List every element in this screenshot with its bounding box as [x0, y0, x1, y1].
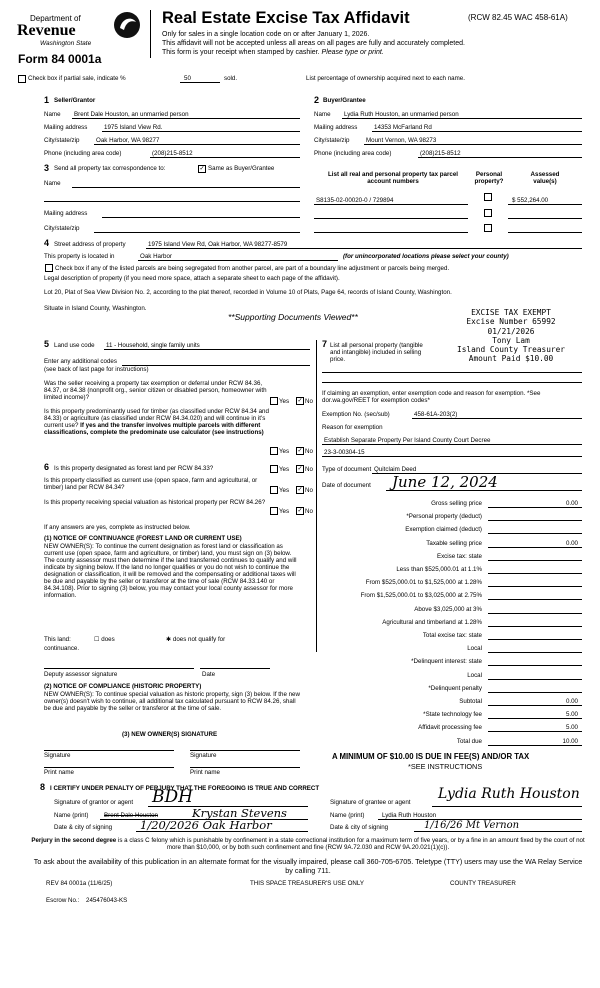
county-treasurer: COUNTY TREASURER [450, 880, 516, 887]
field-line [150, 157, 300, 158]
new-owner-sig1-label: Signature [44, 752, 71, 759]
partial-sold: sold. [224, 75, 238, 82]
additional-codes-label: Enter any additional codes [44, 358, 117, 365]
forest-no-checkbox[interactable]: ✓ [297, 466, 303, 472]
calc-row-line [488, 573, 582, 574]
calc-row-label: From $1,525,000.01 to $3,025,000 at 2.75% [360, 592, 482, 600]
field-line [190, 750, 300, 751]
reason-label: Reason for exemption [322, 424, 383, 431]
field-line [508, 204, 582, 205]
calc-row-label: Less than $525,000.01 at 1.1% [396, 566, 482, 573]
forest-no-label: No [305, 466, 313, 473]
calc-row-value[interactable]: 0.00 [565, 500, 578, 507]
rev-number: REV 84 0001a (11/6/25) [46, 880, 113, 887]
street-address-label: Street address of property [54, 241, 126, 248]
grantee-signature[interactable]: Lydia Ruth Houston [438, 786, 580, 802]
new-owner-print1-label: Print name [44, 769, 74, 776]
personal-property-checkbox-2[interactable] [484, 209, 492, 217]
grantor-date-label: Date & city of signing [54, 824, 113, 831]
land-does-not-option[interactable]: ✱ does not qualify for [166, 636, 226, 643]
seller-addr-label: Mailing address [44, 124, 88, 131]
current-use-no-label: No [305, 487, 313, 494]
calc-row-label: Affidavit processing fee [418, 724, 482, 732]
list-ownership-note: List percentage of ownership acquired next to each name. [306, 75, 465, 82]
partial-percent-line [180, 82, 220, 83]
field-line [322, 444, 582, 445]
calc-row-value[interactable]: 5.00 [565, 711, 578, 719]
new-owner-sig-heading: (3) NEW OWNER(S) SIGNATURE [122, 731, 218, 738]
q1-no-checkbox[interactable]: ✓ [297, 398, 303, 404]
seller-name[interactable]: Brent Dale Houston, an unmarried person [74, 111, 189, 118]
calc-row-label: Agricultural and timberland at 1.28% [382, 618, 482, 626]
legal-description[interactable]: Lot 20, Plat of Sea View Division No. 2, according to the plat thereof, recorded in Volume 10 of Plats, Page 64, records of Island County, Washington. [44, 289, 452, 296]
field-line [200, 668, 270, 669]
grantee-date-label: Date & city of signing [330, 824, 389, 831]
segregated-label: Check box if any of the listed parcels are being segregated from another parcel, are part of a boundary line adjustment or parcels being merged. [55, 265, 450, 272]
historic-no-checkbox[interactable]: ✓ [297, 508, 303, 514]
parcel-number-1[interactable]: S8135-02-00020-0 / 729894 [316, 197, 394, 204]
land-use-code[interactable]: 11 - Household, single family units [106, 342, 200, 349]
same-as-buyer-checkbox[interactable]: ✓ [199, 166, 205, 172]
buyer-city-label: City/state/zip [314, 137, 350, 144]
partial-sale-label: Check box if partial sale, indicate % [28, 75, 126, 82]
if-any-yes: If any answers are yes, complete as instructed below. [44, 524, 191, 531]
buyer-heading: Buyer/Grantee [323, 97, 366, 104]
field-line [94, 232, 300, 233]
form-number: Form 84 0001a [18, 52, 102, 66]
section3-name-label: Name [44, 180, 61, 187]
buyer-name[interactable]: Lydia Ruth Houston, an unmarried person [344, 111, 459, 118]
field-line [314, 204, 468, 205]
buyer-city[interactable]: Mount Vernon, WA 98273 [366, 137, 437, 144]
logo-dept-line: Department of [30, 14, 81, 23]
street-address[interactable]: 1975 Island View Rd, Oak Harbor, WA 98277-8579 [148, 241, 288, 248]
certify-statement: I CERTIFY UNDER PENALTY OF PERJURY THAT THE FOREGOING IS TRUE AND CORRECT [50, 785, 320, 792]
court-case-number[interactable]: 23-3-00304-15 [324, 449, 365, 456]
dor-emblem-icon [112, 10, 142, 40]
personal-property-checkbox-3[interactable] [484, 224, 492, 232]
assessed-value-1[interactable]: $ 552,264.00 [512, 197, 549, 204]
q-forest-land: Is this property designated as forest land per RCW 84.33? [54, 465, 214, 472]
notice-compliance-heading: (2) NOTICE OF COMPLIANCE (HISTORIC PROPERTY) [44, 683, 202, 690]
q1-no-label: No [305, 398, 313, 405]
field-line [44, 767, 174, 768]
this-land-label: This land: [44, 636, 71, 643]
stamp-line6: Amount Paid $10.00 [468, 354, 554, 364]
seller-number: 1 [44, 95, 50, 105]
calc-row-line [488, 705, 582, 706]
forest-yes-label: Yes [279, 466, 290, 473]
header-divider [150, 10, 151, 58]
calc-row-label: Subtotal [459, 698, 482, 705]
calc-row-line [488, 692, 582, 693]
grantor-name-handwritten[interactable]: Krystan Stevens [192, 806, 287, 820]
field-line [72, 187, 300, 188]
segregated-checkbox[interactable] [45, 264, 53, 272]
field-line [322, 382, 582, 383]
field-line [314, 232, 468, 233]
calc-row-label: *Delinquent interest: state [411, 658, 482, 666]
calc-row-line [488, 639, 582, 640]
q2-yes-label: Yes [279, 448, 290, 455]
partial-sale-percent[interactable]: 50 [184, 75, 191, 82]
buyer-number: 2 [314, 95, 320, 105]
buyer-phone[interactable]: (208)215-8512 [420, 150, 461, 157]
q-historic: Is this property receiving special valuation as historical property per RCW 84.26? [44, 499, 266, 506]
exemption-claim-note: If claiming an exemption, enter exemption code and reason for exemption. *See dor.wa.gov/REET for exemption codes* [322, 390, 541, 404]
section8-number: 8 [40, 782, 46, 792]
section6-number: 6 [44, 462, 50, 472]
calc-row-line [488, 560, 582, 561]
forest-yes-checkbox[interactable] [270, 465, 278, 473]
calc-row-line [488, 547, 582, 548]
grantee-sig-label: Signature of grantee or agent [330, 799, 411, 806]
q-exemption-deferral: Was the seller receiving a property tax exemption or deferral under RCW 84.36, 84.37, or 84.38 (nonprofit org., senior citizen or disabled person, homeowner with limited income)? [44, 380, 267, 401]
seller-city[interactable]: Oak Harbor, WA 98277 [96, 137, 160, 144]
grantor-name-label: Name (print) [54, 812, 89, 819]
header-sub3-em: Please type or print. [321, 49, 384, 56]
stamp-line1: EXCISE TAX EXEMPT [471, 308, 551, 317]
escrow-number: 245476043-KS [86, 897, 128, 904]
land-does-option[interactable]: ☐ does [94, 636, 115, 643]
calc-row-label: *Delinquent penalty [428, 684, 482, 692]
stamp-line4: Tony Lam [492, 335, 530, 345]
escrow-label: Escrow No.: [46, 897, 80, 904]
calc-row-label: Local [467, 645, 482, 653]
supporting-docs-note: **Supporting Documents Viewed** [228, 312, 358, 322]
historic-yes-label: Yes [279, 508, 290, 515]
treasurer-use-only: THIS SPACE TREASURER'S USE ONLY [250, 880, 364, 887]
grantor-sig-label: Signature of grantor or agent [54, 799, 134, 806]
field-line [44, 668, 194, 669]
seller-city-label: City/state/zip [44, 137, 80, 144]
seller-heading: Seller/Grantor [54, 97, 96, 104]
see-instructions-note: *SEE INSTRUCTIONS [408, 762, 483, 771]
field-line [94, 144, 300, 145]
logo-state: Washington State [40, 40, 92, 47]
historic-yes-checkbox[interactable] [270, 507, 278, 515]
field-line [138, 260, 338, 261]
calc-row-value[interactable]: 0.00 [565, 539, 578, 547]
header-sub3: This form is your receipt when stamped by cashier. Please type or print. [162, 49, 384, 56]
calc-row-line [488, 586, 582, 587]
calc-row-line [488, 731, 582, 732]
field-line [44, 201, 300, 202]
field-line [432, 806, 582, 807]
calc-row-line [488, 533, 582, 534]
field-line [418, 157, 582, 158]
unincorporated-note: (for unincorporated locations please select your county) [343, 253, 509, 260]
calc-row-line [488, 679, 582, 680]
field-line [412, 418, 582, 419]
q-timber-agriculture: Is this property predominantly used for timber (as classified under RCW 84.34 and 84.33) or agriculture (as classified under RCW 84.34.020) and will continue in it's current use? If yes and the transfer involves multiple parcels with different classifications, complete the predominate use calculator (see instructions) [44, 408, 269, 436]
new-owner-print2-label: Print name [190, 769, 220, 776]
exemption-no-label: Exemption No. (sec/sub) [322, 411, 390, 418]
assessor-date-label: Date [202, 671, 216, 678]
calc-row-line [488, 520, 582, 521]
legal-description-label: Legal description of property (if you need more space, attach a separate sheet to each page of the affidavit). [44, 275, 340, 282]
q-current-use: Is this property classified as current use (open space, farm and agricultural, or timber) land per RCW 84.34? [44, 477, 258, 491]
calc-row-label: Taxable selling price [426, 539, 482, 547]
current-use-yes-checkbox[interactable] [270, 486, 278, 494]
field-line [508, 232, 582, 233]
calc-row-label: Total excise tax: state [422, 632, 482, 639]
calc-row-line [488, 718, 582, 719]
q2-no-label: No [305, 448, 313, 455]
field-line [72, 118, 300, 119]
land-use-label: Land use code [54, 342, 95, 349]
field-line [386, 490, 582, 491]
notice-compliance-body: NEW OWNER(S): To continue special valuation as historic property, sign (3) below. If the new owner(s) doesn't wish to continue, all additional tax calculated pursuant to RCW 84.26, shall be due and payable by the seller or transferor at the time of sale. [44, 691, 300, 712]
exemption-no[interactable]: 458-61A-203(2) [414, 411, 458, 418]
grantee-name-label: Name (print) [330, 812, 365, 819]
calc-row-line [488, 665, 582, 666]
header-sub1: Only for sales in a single location code on or after January 1, 2026. [162, 31, 370, 38]
partial-sale-checkbox[interactable] [18, 75, 26, 83]
logo-revenue: Revenue [17, 22, 76, 39]
treasurer-stamp [440, 308, 582, 364]
field-line [314, 218, 468, 219]
notice-continuance-heading: (1) NOTICE OF CONTINUANCE (FOREST LAND OR CURRENT USE) [44, 535, 242, 542]
q2-yes-checkbox[interactable] [270, 447, 278, 455]
alternate-format-note: To ask about the availability of this publication in an alternate format for the visually impaired, please call 360-705-6705. Teletype (TTY) users may use the WA Relay Service by calling 711. [33, 857, 583, 875]
located-in[interactable]: Oak Harbor [140, 253, 172, 260]
seller-phone-label: Phone (including area code) [44, 150, 122, 157]
calc-row-label: Total due [456, 737, 482, 745]
parcels-col3-header: Assessed value(s) [530, 171, 560, 185]
calc-row-value[interactable]: 5.00 [565, 724, 578, 732]
field-line [44, 750, 174, 751]
historic-no-label: No [305, 508, 313, 515]
grantor-name-printed[interactable]: Brent Dale Houston [104, 812, 158, 819]
calc-row-label: Above $3,025,000 at 3% [414, 605, 482, 613]
section3-number: 3 [44, 163, 50, 173]
calc-row-label: Excise tax: state [436, 552, 482, 560]
calc-row-label: Local [467, 671, 482, 679]
minimum-due-note: A MINIMUM OF $10.00 IS DUE IN FEE(S) AND/OR TAX [332, 752, 530, 761]
seller-addr[interactable]: 1975 Island View Rd. [104, 124, 163, 131]
calc-row-line [488, 745, 582, 746]
field-line [104, 349, 310, 350]
calc-row-label: From $525,000.01 to $1,525,000 at 1.28% [365, 579, 482, 587]
doc-type[interactable]: Quitclaim Deed [374, 466, 417, 473]
located-in-label: This property is located in [44, 253, 115, 260]
field-line [102, 131, 300, 132]
q1-yes-label: Yes [279, 398, 290, 405]
field-line [364, 144, 582, 145]
calc-row-label: *State technology fee [423, 711, 482, 719]
field-line [508, 218, 582, 219]
q1-yes-checkbox[interactable] [270, 397, 278, 405]
calc-row-label: Exemption claimed (deduct) [405, 526, 482, 534]
calc-row-line [488, 626, 582, 627]
grantor-signature[interactable]: BDH [152, 787, 193, 807]
buyer-addr[interactable]: 14353 McFarland Rd [374, 124, 432, 131]
exemption-reason[interactable]: Establish Separate Property Per Island County Court Decree [324, 437, 491, 444]
current-use-yes-label: Yes [279, 487, 290, 494]
stamp-line3: 01/21/2026 [487, 326, 535, 336]
field-line [414, 831, 582, 832]
seller-phone[interactable]: (208)215-8512 [152, 150, 193, 157]
calc-row-label: Gross selling price [431, 500, 482, 507]
form-title-ref: (RCW 82.45 WAC 458-61A) [468, 13, 568, 22]
notice-continuance-body: NEW OWNER(S): To continue the current designation as forest land or classification as current use (open space, farm and agriculture, or timber) land, you must sign on (3) below. The county assessor must then determine if the land transferred continues to qualify and will indicate by signing below. If the land no longer qualifies or you do not wish to continue the designation or classification, it will be removed and the compensating or additional taxes will be due and payable by the seller or transferor at the time of sale (RCW 84.33.140 or 84.34.108). Prior to signing (3) below, you may contact your local county assessor for more information. [44, 543, 297, 599]
new-owner-sig2-label: Signature [190, 752, 217, 759]
stamp-line5: Island County Treasurer [457, 345, 565, 355]
column-divider [316, 340, 317, 652]
doc-type-label: Type of document [322, 466, 372, 473]
field-line [322, 456, 582, 457]
parcels-col2-header: Personal property? [474, 171, 504, 185]
section7-number: 7 [322, 339, 328, 349]
field-line [342, 118, 582, 119]
header-sub2: This affidavit will not be accepted unless all areas on all pages are fully and accurately completed. [162, 40, 465, 47]
situate-text: Situate in Island County, Washington. [44, 305, 147, 312]
section3-city-label: City/state/zip [44, 225, 80, 232]
personal-property-list-label: List all personal property (tangible and intangible) included in selling price. [330, 342, 423, 363]
field-line [122, 365, 310, 366]
section3-label: Send all property tax correspondence to: [54, 165, 166, 172]
section4-number: 4 [44, 238, 50, 248]
calc-row-value[interactable]: 10.00 [562, 737, 578, 745]
same-as-buyer-label: Same as Buyer/Grantee [208, 165, 275, 172]
field-line [102, 217, 300, 218]
calc-row-line [488, 652, 582, 653]
grantor-date-city[interactable]: 1/20/2026 Oak Harbor [140, 818, 272, 832]
doc-date-label: Date of document [322, 482, 371, 489]
continuance-word: continuance. [44, 645, 80, 652]
current-use-no-checkbox[interactable]: ✓ [297, 487, 303, 493]
buyer-name-label: Name [314, 111, 331, 118]
field-line [190, 767, 300, 768]
field-line [322, 372, 582, 373]
deputy-assessor-sig-label: Deputy assessor signature [44, 671, 118, 678]
grantee-name-printed[interactable]: Lydia Ruth Houston [382, 812, 437, 819]
calc-row-line [488, 599, 582, 600]
q2-no-checkbox[interactable]: ✓ [297, 448, 303, 454]
grantee-date-city[interactable]: 1/16/26 Mt Vernon [424, 820, 520, 831]
buyer-phone-label: Phone (including area code) [314, 150, 392, 157]
section3-addr-label: Mailing address [44, 210, 88, 217]
parcels-col1-header: List all real and personal property tax parcel account numbers [328, 171, 458, 185]
see-back-note: (see back of last page for instructions) [44, 366, 149, 373]
calc-row-value[interactable]: 0.00 [565, 698, 578, 705]
doc-date[interactable]: June 12, 2024 [392, 473, 498, 491]
perjury-notice: Perjury in the second degree is a class C felony which is punishable by confinement in a state correctional institution for a maximum term of five years, or by a fine in an amount fixed by the court of not more than $10,000, or by both such confinement and fine (RCW 9A.72.030 and RCW 9A.20.021(1)(c)). [31, 837, 585, 851]
calc-row-label: *Personal property (deduct) [406, 513, 482, 521]
field-line [372, 131, 582, 132]
calc-row-line [488, 507, 582, 508]
seller-name-label: Name [44, 111, 61, 118]
field-line [146, 248, 582, 249]
buyer-addr-label: Mailing address [314, 124, 358, 131]
stamp-line2: Excise Number 65992 [466, 317, 556, 327]
calc-row-line [488, 613, 582, 614]
personal-property-checkbox-1[interactable] [484, 193, 492, 201]
form-title: Real Estate Excise Tax Affidavit [162, 9, 410, 27]
section5-number: 5 [44, 339, 50, 349]
field-line [136, 831, 308, 832]
